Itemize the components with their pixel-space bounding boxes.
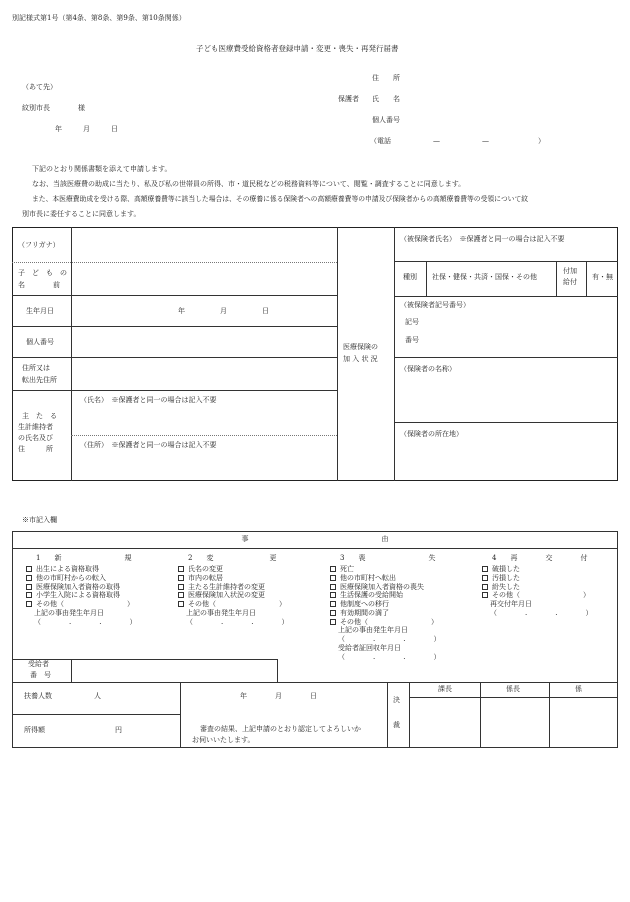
personal-number-row-label: 個人番号 xyxy=(26,338,54,346)
guardian-label: 保護者 xyxy=(338,95,359,103)
checkbox[interactable] xyxy=(330,619,336,625)
checkbox[interactable] xyxy=(330,592,336,598)
approval-date: 年 月 日 xyxy=(240,692,317,700)
reason-item: 市内の転居 xyxy=(178,574,288,583)
reason-col-header-1: 1 新 規 xyxy=(36,554,132,562)
checkbox[interactable] xyxy=(26,584,32,590)
birth-label: 生年月日 xyxy=(26,307,54,315)
extra-benefit-options: 有・無 xyxy=(592,273,613,281)
supporter-address-note: （住所） ※保護者と同一の場合は記入不要 xyxy=(80,441,217,449)
furigana-label: （フリガナ） xyxy=(18,241,60,249)
supporter-label-1: 主 た る xyxy=(22,412,57,420)
checkbox[interactable] xyxy=(26,575,32,581)
office-section-label: ※市記入欄 xyxy=(22,516,57,524)
insured-name-note: （被保険者氏名） ※保護者と同一の場合は記入不要 xyxy=(400,235,565,243)
reason-col-header-3: 3 喪 失 xyxy=(340,554,436,562)
reason-col-new: 出生による資格取得 他の市町村からの転入 医療保険加入者資格の取得 小学生入院による資格取得 その他（ ） 上記の事由発生年月日 （ . . ） xyxy=(26,565,136,626)
symbol-label: 記号 xyxy=(405,318,419,326)
reason-col-change: 氏名の変更 市内の転居 主たる生計維持者の変更 医療保険加入状況の変更 その他（ ） 上記の事由発生年月日 （ . . ） xyxy=(178,565,288,626)
reason-col-loss: 死亡 他の市町村へ転出 医療保険加入者資格の喪失 生活保護の受給開始 他制度への移行 有効期間の満了 その他（ ） 上記の事由発生年月日 （ . . ） 受給者証回収年月日 （ . . ） xyxy=(330,565,440,661)
name-label: 氏 名 xyxy=(372,95,400,103)
reason-col-header-2: 2 変 更 xyxy=(188,554,277,562)
kind-options: 社保・健保・共済・国保・その他 xyxy=(432,273,537,281)
reason-item: 主たる生計維持者の変更 xyxy=(178,583,288,592)
income-amount: 所得額 円 xyxy=(24,726,122,734)
personal-number-label: 個人番号 xyxy=(372,116,400,124)
reason-item: 死亡 xyxy=(330,565,440,574)
checkbox[interactable] xyxy=(330,566,336,572)
supporter-name-note: （氏名） ※保護者と同一の場合は記入不要 xyxy=(80,396,217,404)
supporter-label-3: の氏名及び xyxy=(18,434,53,442)
checkbox[interactable] xyxy=(178,592,184,598)
checkbox[interactable] xyxy=(482,592,488,598)
statement-3: また、本医療費助成を受ける際、高額療養費等に該当した場合は、その療養に係る保険者への高額療養費等の申請及び保険者からの高額療養費等の受領について紋 xyxy=(32,195,529,203)
child-name-label-1: 子 ど も の xyxy=(18,269,67,277)
checkbox[interactable] xyxy=(26,601,32,607)
form-number: 別記様式第1号（第4条、第8条、第9条、第10条関係） xyxy=(12,14,186,22)
kind-label: 種別 xyxy=(403,273,417,281)
extra-benefit-label-1: 付加 xyxy=(563,267,577,275)
statement-4: 別市長に委任することに同意します。 xyxy=(22,210,141,218)
reason-item: 医療保険加入者資格の取得 xyxy=(26,583,136,592)
checkbox[interactable] xyxy=(178,601,184,607)
stamp-team-leader: 係長 xyxy=(506,685,520,693)
stamp-section-chief: 課長 xyxy=(438,685,452,693)
mayor-line: 紋別市長 様 xyxy=(22,104,85,112)
symbol-number-label: （被保険者記号番号） xyxy=(400,301,470,309)
checkbox[interactable] xyxy=(482,584,488,590)
reason-item: その他（ ） xyxy=(178,600,288,609)
office-table xyxy=(12,531,618,748)
reason-item: その他（ ） xyxy=(330,618,440,627)
checkbox[interactable] xyxy=(330,584,336,590)
checkbox[interactable] xyxy=(26,592,32,598)
reason-col-header-4: 4 再 交 付 xyxy=(492,554,588,562)
birth-value: 年 月 日 xyxy=(178,307,269,315)
phone-label: （電話 — — ） xyxy=(370,137,545,145)
checkbox[interactable] xyxy=(178,566,184,572)
reason-item: 医療保険加入状況の変更 xyxy=(178,591,288,600)
statement-2: なお、当該医療費の助成に当たり、私及び私の世帯員の所得、市・道民税などの税務資料等について、閲覧・調査することに同意します。 xyxy=(32,180,466,188)
checkbox[interactable] xyxy=(330,601,336,607)
reason-item: 他の市町村へ転出 xyxy=(330,574,440,583)
reason-item: 汚損した xyxy=(482,574,592,583)
checkbox[interactable] xyxy=(482,566,488,572)
checkbox[interactable] xyxy=(330,575,336,581)
reason-item: 他の市町村からの転入 xyxy=(26,574,136,583)
insurer-name-label: （保険者の名称） xyxy=(400,365,456,373)
reason-item: 紛失した xyxy=(482,583,592,592)
reason-item: 出生による資格取得 xyxy=(26,565,136,574)
reason-item: 他制度への移行 xyxy=(330,600,440,609)
supporter-label-2: 生計維持者 xyxy=(18,423,53,431)
reason-item: 医療保険加入者資格の喪失 xyxy=(330,583,440,592)
reason-item: 生活保護の受給開始 xyxy=(330,591,440,600)
checkbox[interactable] xyxy=(178,584,184,590)
reason-item: 小学生入院による資格取得 xyxy=(26,591,136,600)
checkbox[interactable] xyxy=(178,575,184,581)
header-date: 年 月 日 xyxy=(55,125,118,133)
reason-item: 氏名の変更 xyxy=(178,565,288,574)
form-title: 子ども医療費受給資格者登録申請・変更・喪失・再発行届書 xyxy=(196,44,399,53)
reason-header: 事 由 xyxy=(241,535,389,543)
supporter-label-4: 住 所 xyxy=(18,445,53,453)
checkbox[interactable] xyxy=(482,575,488,581)
recipient-no-label-1: 受給者 xyxy=(28,660,49,668)
decision-label-2: 裁 xyxy=(393,721,400,729)
address-label-2: 転出先住所 xyxy=(22,376,57,384)
child-name-label-2: 名 前 xyxy=(18,281,60,289)
number-label: 番号 xyxy=(405,336,419,344)
stamp-staff: 係 xyxy=(575,685,582,693)
dependents-count: 扶養人数 人 xyxy=(24,692,101,700)
approval-text-1: 審査の結果、上記申請のとおり認定してよろしいか xyxy=(200,725,361,733)
insurance-label-2: 加 入 状 況 xyxy=(343,355,378,363)
reason-item: 有効期間の満了 xyxy=(330,609,440,618)
address-label-1: 住所又は xyxy=(22,364,50,372)
checkbox[interactable] xyxy=(26,566,32,572)
reason-item: その他（ ） xyxy=(482,591,592,600)
reason-item: 破損した xyxy=(482,565,592,574)
insurer-address-label: （保険者の所在地） xyxy=(400,430,463,438)
recipient-no-label-2: 番 号 xyxy=(30,671,51,679)
checkbox[interactable] xyxy=(330,610,336,616)
addressee: （あて先） xyxy=(22,83,57,91)
insurance-label-1: 医療保険の xyxy=(343,343,378,351)
approval-text-2: お伺いいたします。 xyxy=(192,736,255,744)
statement-1: 下記のとおり関係書類を添えて申請します。 xyxy=(32,165,172,173)
decision-label-1: 決 xyxy=(393,696,400,704)
reason-col-reissue: 破損した 汚損した 紛失した その他（ ） 再交付年月日 （ . . ） xyxy=(482,565,592,618)
extra-benefit-label-2: 給付 xyxy=(563,278,577,286)
address-label: 住 所 xyxy=(372,74,400,82)
reason-item: その他（ ） xyxy=(26,600,136,609)
